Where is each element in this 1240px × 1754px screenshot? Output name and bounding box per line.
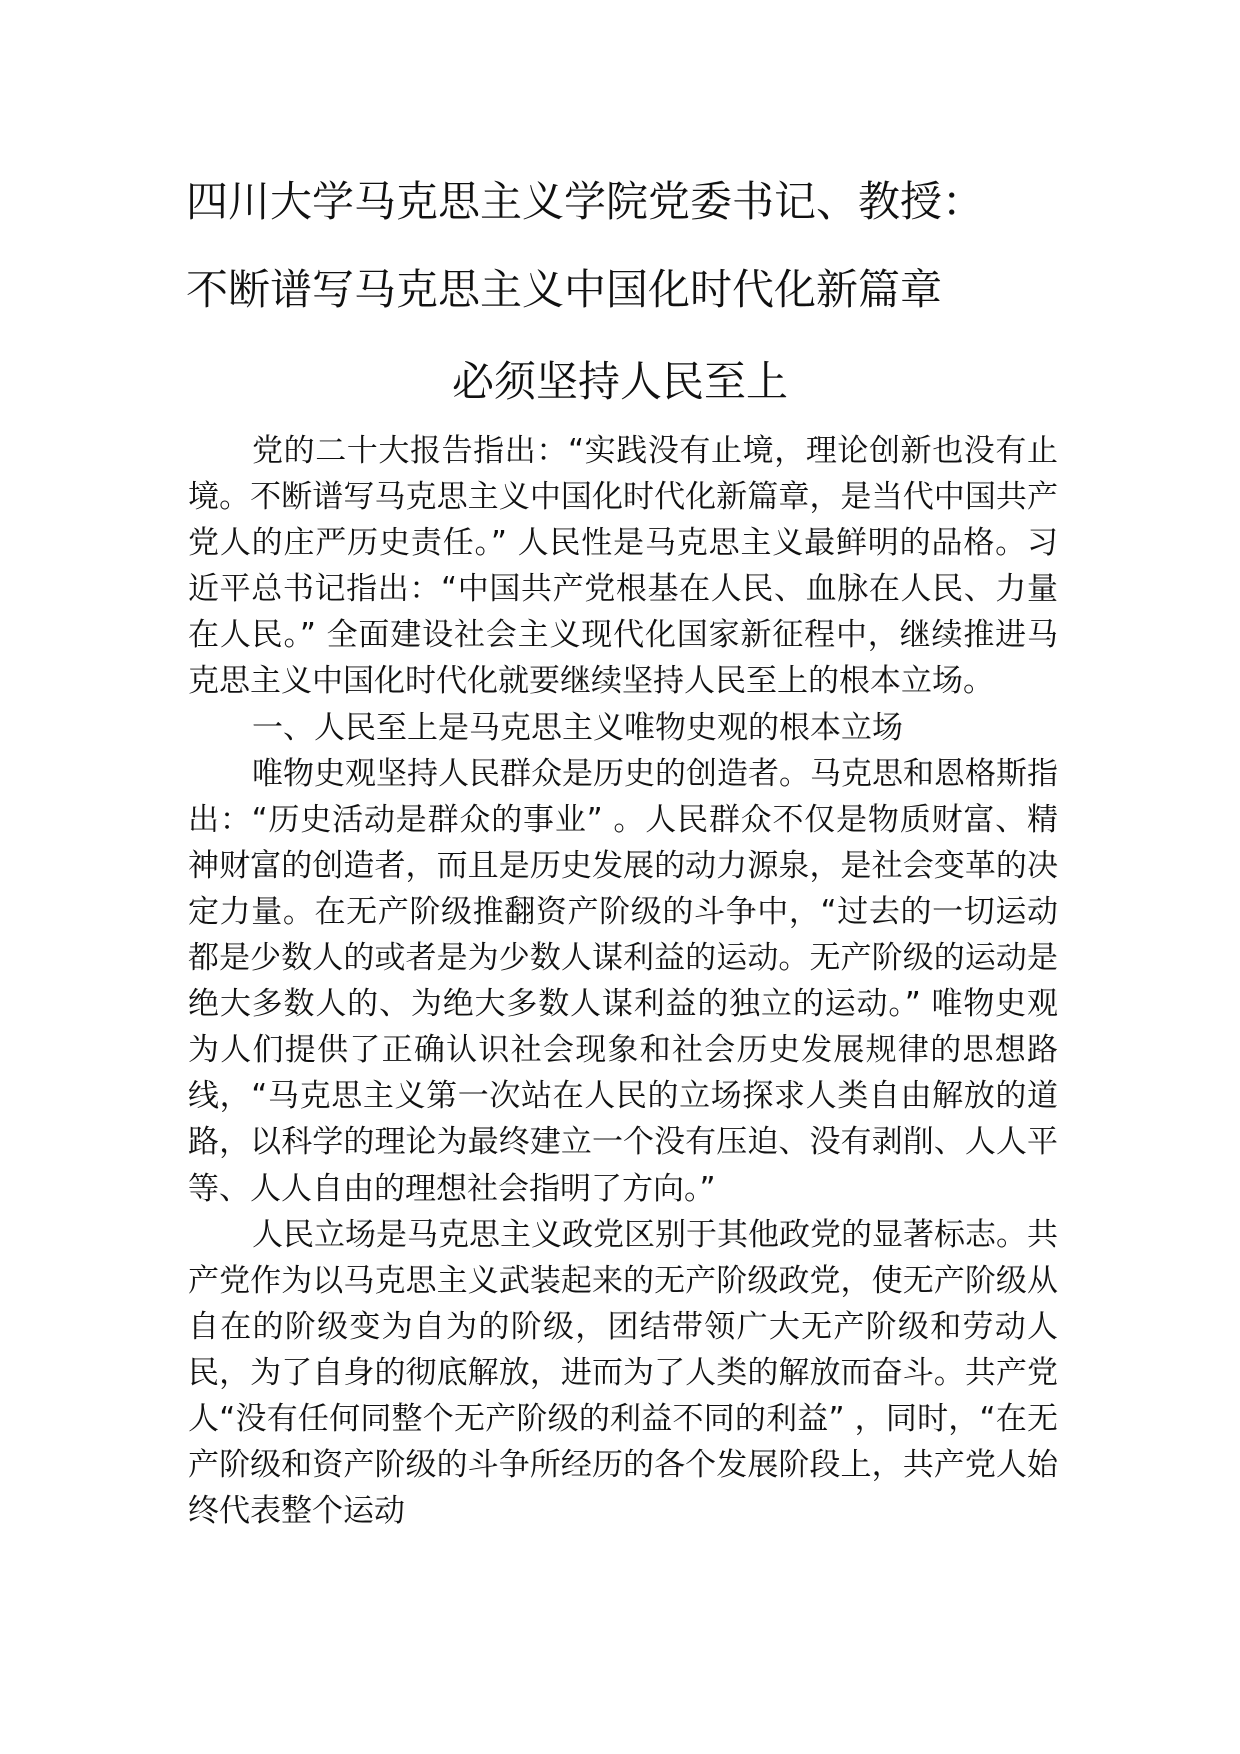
document-body <box>188 428 1058 1534</box>
section-heading-1: 一、人民至上是马克思主义唯物史观的根本立场 <box>252 709 903 746</box>
paragraph-intro: 党的二十大报告指出：“实践没有止境，理论创新也没有止境。不断谱写马克思主义中国化时代化新篇章，是当代中国共产党人的庄严历史责任。” 人民性是马克思主义最鲜明的品格。习近平总书记指出：“中国共产党根基在人民、血脉在人民、力量在人民。” 全面建设社会主义现代化国家新征程中，继续推进马克思主义中国化时代化就要继续坚持人民至上的根本立场。 <box>188 433 1058 700</box>
paragraph-historical-materialism: 唯物史观坚持人民群众是历史的创造者。马克思和恩格斯指出：“历史活动是群众的事业” 。人民群众不仅是物质财富、精神财富的创造者，而且是历史发展的动力源泉，是社会变革的决定力量。在无产阶级推翻资产阶级的斗争中，“过去的一切运动都是少数人的或者是为少数人谋利益的运动。无产阶级的运动是绝大多数人的、为绝大多数人谋利益的独立的运动。” 唯物史观为人们提供了正确认识社会现象和社会历史发展规律的思想路线，“马克思主义第一次站在人民的立场探求人类自由解放的道路，以科学的理论为最终建立一个没有压迫、没有剥削、人人平等、人人自由的理想社会指明了方向。” <box>188 755 1058 1207</box>
paragraph-people-stance: 人民立场是马克思主义政党区别于其他政党的显著标志。共产党作为以马克思主义武装起来的无产阶级政党，使无产阶级从自在的阶级变为自为的阶级，团结带领广大无产阶级和劳动人民，为了自身的彻底解放，进而为了人类的解放而奋斗。共产党人“没有任何同整个无产阶级的利益不同的利益” ，同时，“在无产阶级和资产阶级的斗争所经历的各个发展阶段上，共产党人始终代表整个运动 <box>188 1216 1058 1530</box>
title-line-3: 必须坚持人民至上 <box>451 357 788 406</box>
title-line-1: 四川大学马克思主义学院党委书记、教授： <box>186 177 985 226</box>
title-line-2: 不断谱写马克思主义中国化时代化新篇章 <box>186 265 943 314</box>
